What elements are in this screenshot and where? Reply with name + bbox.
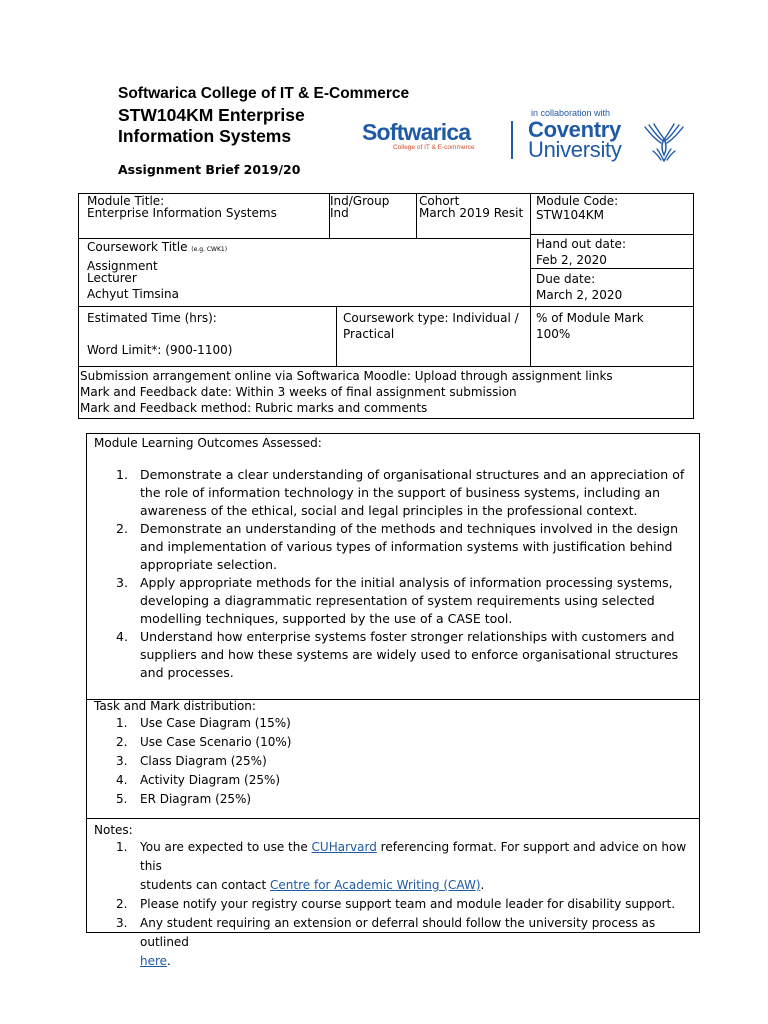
logo-divider — [511, 121, 513, 159]
coventry-logo-line2: University — [528, 137, 622, 162]
handout-date-label: Hand out date: — [536, 237, 626, 251]
outcome-number: 3. — [116, 575, 128, 590]
coursework-title-hint: (e.g. CWK1) — [191, 246, 228, 253]
phoenix-icon — [641, 121, 687, 163]
softwarica-logo — [362, 120, 502, 160]
note-item — [96, 895, 696, 914]
note-line: Please notify your registry course support team and module leader for disability support. — [140, 897, 676, 911]
coursework-title-value: Assignment — [87, 259, 158, 273]
lecturer-value: Achyut Timsina — [87, 287, 179, 301]
cuharvard-link[interactable]: CUHarvard — [311, 840, 377, 854]
module-mark-label: % of Module Mark — [536, 311, 644, 325]
task-text: Use Case Diagram (15%) — [140, 716, 291, 730]
caw-link[interactable]: Centre for Academic Writing (CAW) — [270, 878, 481, 892]
due-date-value: March 2, 2020 — [536, 288, 623, 302]
task-item — [96, 714, 291, 733]
task-number: 1. — [116, 716, 128, 730]
coursework-title-label — [87, 239, 227, 258]
task-number: 4. — [116, 773, 128, 787]
note-text: students can contact — [140, 878, 271, 892]
coventry-logo-line1: Coventry — [528, 117, 621, 142]
task-item — [96, 790, 291, 809]
outcomes-title: Module Learning Outcomes Assessed: — [94, 436, 322, 450]
task-item — [96, 733, 291, 752]
task-text: ER Diagram (25%) — [140, 792, 252, 806]
ind-group-value: Ind — [330, 206, 349, 220]
outcome-number: 4. — [116, 629, 128, 644]
outcome-line: awareness of the ethical, social and legal principles in the professional context. — [140, 503, 638, 518]
coventry-logo — [528, 117, 622, 162]
note-line — [140, 838, 696, 876]
estimated-time-label: Estimated Time (hrs): — [87, 311, 217, 325]
due-date-label: Due date: — [536, 272, 596, 286]
task-number: 5. — [116, 792, 128, 806]
feedback-method: Mark and Feedback method: Rubric marks and comments — [80, 401, 428, 415]
outcomes-list — [96, 466, 696, 682]
outcome-line: developing a diagrammatic representation of system requirements using selected — [140, 593, 655, 608]
outcome-line: appropriate selection. — [140, 557, 277, 572]
task-item — [96, 752, 291, 771]
assignment-brief-title: Assignment Brief 2019/20 — [118, 162, 301, 177]
note-line: Any student requiring an extension or deferral should follow the university process as outlined — [140, 916, 656, 949]
task-text: Class Diagram (25%) — [140, 754, 267, 768]
outcome-line: and processes. — [140, 665, 234, 680]
outcome-line: Apply appropriate methods for the initial analysis of information processing systems, — [140, 575, 673, 590]
task-text: Use Case Scenario (10%) — [140, 735, 292, 749]
note-text: You are expected to use the — [140, 840, 312, 854]
notes-title: Notes: — [94, 823, 133, 837]
note-item — [96, 838, 696, 895]
ind-group-label: Ind/Group — [330, 194, 390, 208]
module-code-value: STW104KM — [536, 208, 604, 222]
outcome-number: 2. — [116, 521, 128, 536]
outcome-line: Demonstrate a clear understanding of organisational structures and an appreciation of — [140, 467, 685, 482]
note-text: . — [480, 878, 485, 892]
coursework-type-line1: Coursework type: Individual / — [343, 311, 519, 325]
module-heading — [118, 105, 305, 147]
module-mark-value: 100% — [536, 327, 571, 341]
note-line — [140, 952, 696, 971]
task-number: 2. — [116, 735, 128, 749]
extension-process-link[interactable]: here — [140, 954, 168, 968]
feedback-date: Mark and Feedback date: Within 3 weeks of final assignment submission — [80, 385, 517, 399]
outcome-line: suppliers and how these systems are widely used to enforce organisational structures — [140, 647, 679, 662]
task-number: 3. — [116, 754, 128, 768]
outcome-item — [96, 466, 696, 520]
note-text: . — [167, 954, 171, 968]
note-number: 2. — [116, 897, 128, 911]
note-item — [96, 914, 696, 971]
outcome-line: and implementation of various types of information systems with justification behind — [140, 539, 673, 554]
softwarica-logo-text: Softwarica — [362, 119, 471, 145]
note-number: 3. — [116, 916, 128, 930]
notes-list — [96, 838, 696, 971]
note-text: referencing format. For support and advice on how this — [140, 840, 687, 873]
tasks-list — [96, 714, 291, 809]
module-heading-line2: Information Systems — [118, 126, 292, 146]
task-item — [96, 771, 291, 790]
handout-date-value: Feb 2, 2020 — [536, 253, 607, 267]
tasks-title: Task and Mark distribution: — [94, 699, 256, 713]
outcome-item — [96, 574, 696, 628]
note-line — [140, 876, 696, 895]
outcome-line: Demonstrate an understanding of the methods and techniques involved in the design — [140, 521, 679, 536]
outcome-line: Understand how enterprise systems foster stronger relationships with customers and — [140, 629, 675, 644]
lecturer-label: Lecturer — [87, 271, 137, 285]
outcome-line: the role of information technology in the support of business systems, including an — [140, 485, 661, 500]
collaboration-text: in collaboration with — [531, 108, 611, 118]
module-title-label: Module Title: — [87, 194, 165, 208]
college-name: Softwarica College of IT & E-Commerce — [118, 85, 410, 102]
coursework-title-label-text: Coursework Title — [87, 240, 188, 254]
outcome-line: modelling techniques, supported by the use of a CASE tool. — [140, 611, 513, 626]
task-text: Activity Diagram (25%) — [140, 773, 281, 787]
outcome-number: 1. — [116, 467, 128, 482]
outcome-item — [96, 520, 696, 574]
cohort-value: March 2019 Resit — [419, 206, 524, 220]
module-code-label: Module Code: — [536, 194, 619, 208]
word-limit: Word Limit*: (900-1100) — [87, 343, 233, 357]
softwarica-logo-tagline: College of IT & E-commerce — [393, 144, 475, 151]
submission-arrangement: Submission arrangement online via Softwarica Moodle: Upload through assignment links — [80, 369, 613, 383]
coursework-type-line2: Practical — [343, 327, 395, 341]
cohort-label: Cohort — [419, 194, 460, 208]
module-title-value: Enterprise Information Systems — [87, 206, 277, 220]
outcome-item — [96, 628, 696, 682]
note-number: 1. — [116, 840, 128, 854]
module-heading-line1: STW104KM Enterprise — [118, 105, 305, 125]
